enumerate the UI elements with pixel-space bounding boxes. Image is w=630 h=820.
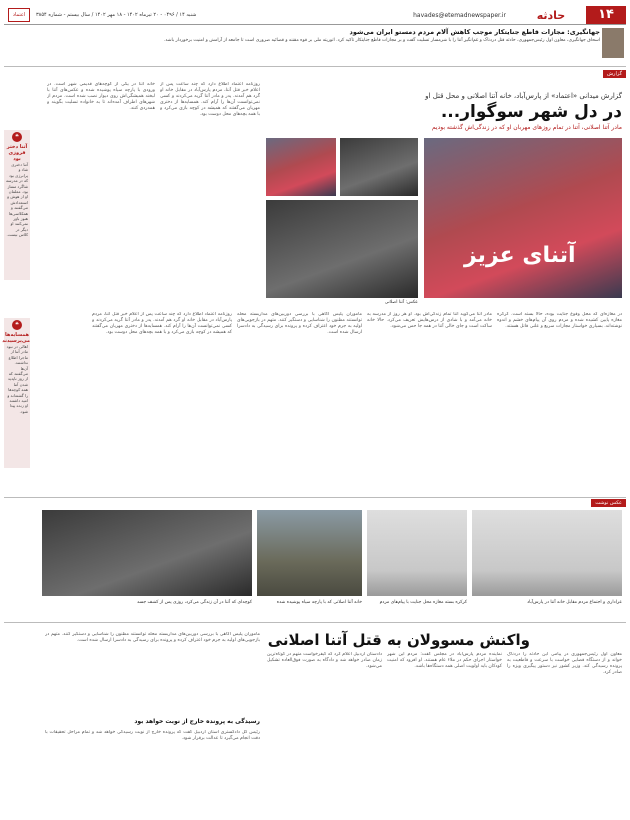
reaction-column-4: رئیس کل دادگستری استان اردبیل گفت که پرونده خارج از نوبت رسیدگی خواهد شد و تمام مراحل تحقیقات با دقت انجام می‌گیرد تا عدالت برقرار شود.: [45, 730, 260, 741]
side-quote-title: آتنا دختر فروزی بود: [6, 144, 28, 162]
photo-shop-shutter: [472, 510, 622, 596]
neighbors-title: همسایه‌ها می‌پرسیدند: [2, 332, 30, 344]
neighbors-box: [4, 318, 30, 468]
divider: [4, 497, 626, 498]
photo-house: [257, 510, 362, 596]
caption-3: خانه آتنا اصلانی که با پارچه سیاه پوشیده شده: [276, 600, 362, 605]
banner-photo: [424, 138, 622, 298]
reaction-column-2: نماینده مردم پارس‌آباد در مجلس گفت: مردم این شهر خواستار اجرای حکم در ملاء عام هستند. او افزود که امنیت کودکان باید اولویت اصلی همه دستگاه‌ها باشد.: [387, 652, 502, 669]
headline: در دل شهر سوگوار...: [440, 102, 622, 122]
section-email: havades@etemadnewspaper.ir: [413, 11, 506, 19]
quote-icon: ❝: [12, 132, 22, 142]
page-number: ۱۴: [586, 6, 626, 24]
caption-1: عزاداری و اجتماع مردم مقابل خانه آتنا در پارس‌آباد: [527, 600, 622, 605]
caption-2: کرکره بسته مغازه محل جنایت با پیام‌های مردم: [379, 600, 467, 605]
box-title: رسیدگی به پرونده خارج از نوبت خواهد بود: [134, 718, 260, 725]
divider: [4, 622, 626, 623]
article-column-5: ماموران پلیس آگاهی با بررسی دوربین‌های مداربسته محله توانستند مظنون را شناسایی و دستگیر کنند. متهم در بازجویی‌های اولیه به جرم خود اعتراف کرده و پرونده برای رسیدگی به دادسرا ارسال شده است.: [237, 312, 362, 335]
photo-mourners: [340, 138, 418, 196]
kicker: گزارش میدانی «اعتماد» از پارس‌آباد، خانه آتنا اصلانی و محل قتل او: [425, 92, 622, 100]
side-quote-box: [4, 130, 30, 280]
photo-posters: [266, 138, 336, 196]
quote-icon: ❝: [12, 320, 22, 330]
lead-title: جهانگیری: مجازات قاطع جنایتکار موجب کاهش آلام مردم دمستو ایران می‌شود: [349, 28, 600, 36]
photo-section-tag: عکس نوشت: [591, 499, 626, 507]
article-column-1: روزنامه اعتماد اطلاع دارد که چند ساعت پس از اعلام خبر قتل آتنا، مردم پارس‌آباد در مقابل خانه او گرد هم آمدند. پدر و مادر آتنا گریه می‌کردند و کسی نمی‌توانست آن‌ها را آرام کند. همسایه‌ها از دختری مهربان می‌گفتند که همیشه در کوچه بازی می‌کرد و با همه بچه‌های محل دوست بود.: [160, 82, 260, 117]
lead-block: [30, 28, 600, 62]
article-column-6: روزنامه اعتماد اطلاع دارد که چند ساعت پس از اعلام خبر قتل آتنا، مردم پارس‌آباد در مقابل خانه او گرد هم آمدند. پدر و مادر آتنا گریه می‌کردند و کسی نمی‌توانست آن‌ها را آرام کند. همسایه‌ها از دختری مهربان می‌گفتند که همیشه در کوچه بازی می‌کرد و با همه بچه‌های محل دوست بود.: [92, 312, 232, 335]
photo-gathering: [266, 200, 418, 298]
photo-shop-closed: [367, 510, 467, 596]
lead-portrait: [602, 28, 624, 58]
reaction-column-1: معاون اول رئیس‌جمهوری در پیامی این حادثه را دردناک خواند و از دستگاه قضایی خواست با سرعت و قاطعیت به پرونده رسیدگی کند. وزیر کشور نیز دستور پیگیری ویژه را صادر کرد.: [507, 652, 622, 675]
subtitle: مادر آتنا اصلانی، آتنا در تمام روزهای مهربان او که در زندگی‌اش گذشته بودیم: [431, 124, 622, 131]
section-name: حادثه: [536, 8, 566, 22]
article-column-4: مادر آتنا می‌گوید آتنا تمام زندگی‌اش بود. او هر روز از مدرسه به خانه می‌آمد و با شادی از درس‌هایش تعریف می‌کرد. حالا خانه ساکت است و جای خالی آتنا در همه جا حس می‌شود.: [367, 312, 492, 329]
lead-text: اسحاق جهانگیری، معاون اول رئیس‌جمهوری، حادثه قتل دردناک و غم‌انگیز آتنا را با شرمسار تسلیت گفت و بر مجازات قاطع جنایتکار تاکید کرد. اتوریته ملی بر قوه مقننه و قضائیه ضروری است تا جامعه از آرامش و امنیت برخوردار باشد.: [163, 38, 600, 43]
side-quote-text: آتنا دختری شاد و پرانرژی بود که در مدرسه شاگرد ممتاز بود. معلمان او از هوش و استعدادش می‌گفتند و همکلاسی‌ها هنوز باور نمی‌کنند او دیگر در کلاس نیست.: [6, 162, 28, 238]
reaction-title: واکنش مسوولان به قتل آتنا اصلانی: [267, 631, 530, 649]
report-tag: گزارش: [603, 70, 626, 78]
page-header: [4, 6, 626, 25]
dateline: شنبه ۱۴ / ۰۴۹۶ - ۲۰ تیرماه ۱۴۰۲ - ۱۸ مهر ۱۴۰۲ / سال بیستم - شماره ۳۸۵۴: [36, 12, 197, 18]
article-column-3: در مغازه‌ای که محل وقوع جنایت بوده، حالا بسته است. کرکره مغازه پایین کشیده شده و مردم روی آن پیام‌های خشم و اندوه نوشته‌اند. بسیاری خواستار مجازات سریع و علنی قاتل هستند.: [497, 312, 622, 329]
caption-4: کوچه‌ای که آتنا در آن زندگی می‌کرد، روزی پس از کشف جسد: [136, 600, 252, 605]
article-column-2: خانه آتنا در یکی از کوچه‌های قدیمی شهر است. در ورودی با پارچه سیاه پوشیده شده و عکس‌های آتنا با لبخند همیشگی‌اش روی دیوار نصب شده است. مردم از شهرهای اطراف آمده‌اند تا به خانواده تسلیت بگویند و همدردی کنند.: [47, 82, 155, 111]
reaction-column-5: ماموران پلیس آگاهی با بررسی دوربین‌های مداربسته محله توانستند مظنون را شناسایی و دستگیر کنند. متهم در بازجویی‌های اولیه به جرم خود اعتراف کرده و پرونده برای رسیدگی به دادسرا ارسال شده است.: [45, 632, 260, 643]
banner-text: آتنای عزیز: [464, 243, 576, 268]
neighbors-text: اهالی در نبود مادر آتنا از ماجرا اطلاع نداشتند. آن‌ها می‌گفتند که از روز ناپدید شدن آتنا همه کوچه‌ها را گشته‌اند و امید داشتند او زنده پیدا شود.: [6, 344, 28, 414]
photo-credit: عکس: آتنا اصلانی: [384, 300, 418, 305]
reaction-column-3: دادستان اردبیل اعلام کرد که کیفرخواست متهم در کوتاه‌ترین زمان صادر خواهد شد و دادگاه به صورت فوق‌العاده تشکیل می‌شود.: [267, 652, 382, 669]
newspaper-logo: اعتماد: [8, 8, 30, 22]
divider: [4, 66, 626, 67]
photo-crowd: [42, 510, 252, 596]
